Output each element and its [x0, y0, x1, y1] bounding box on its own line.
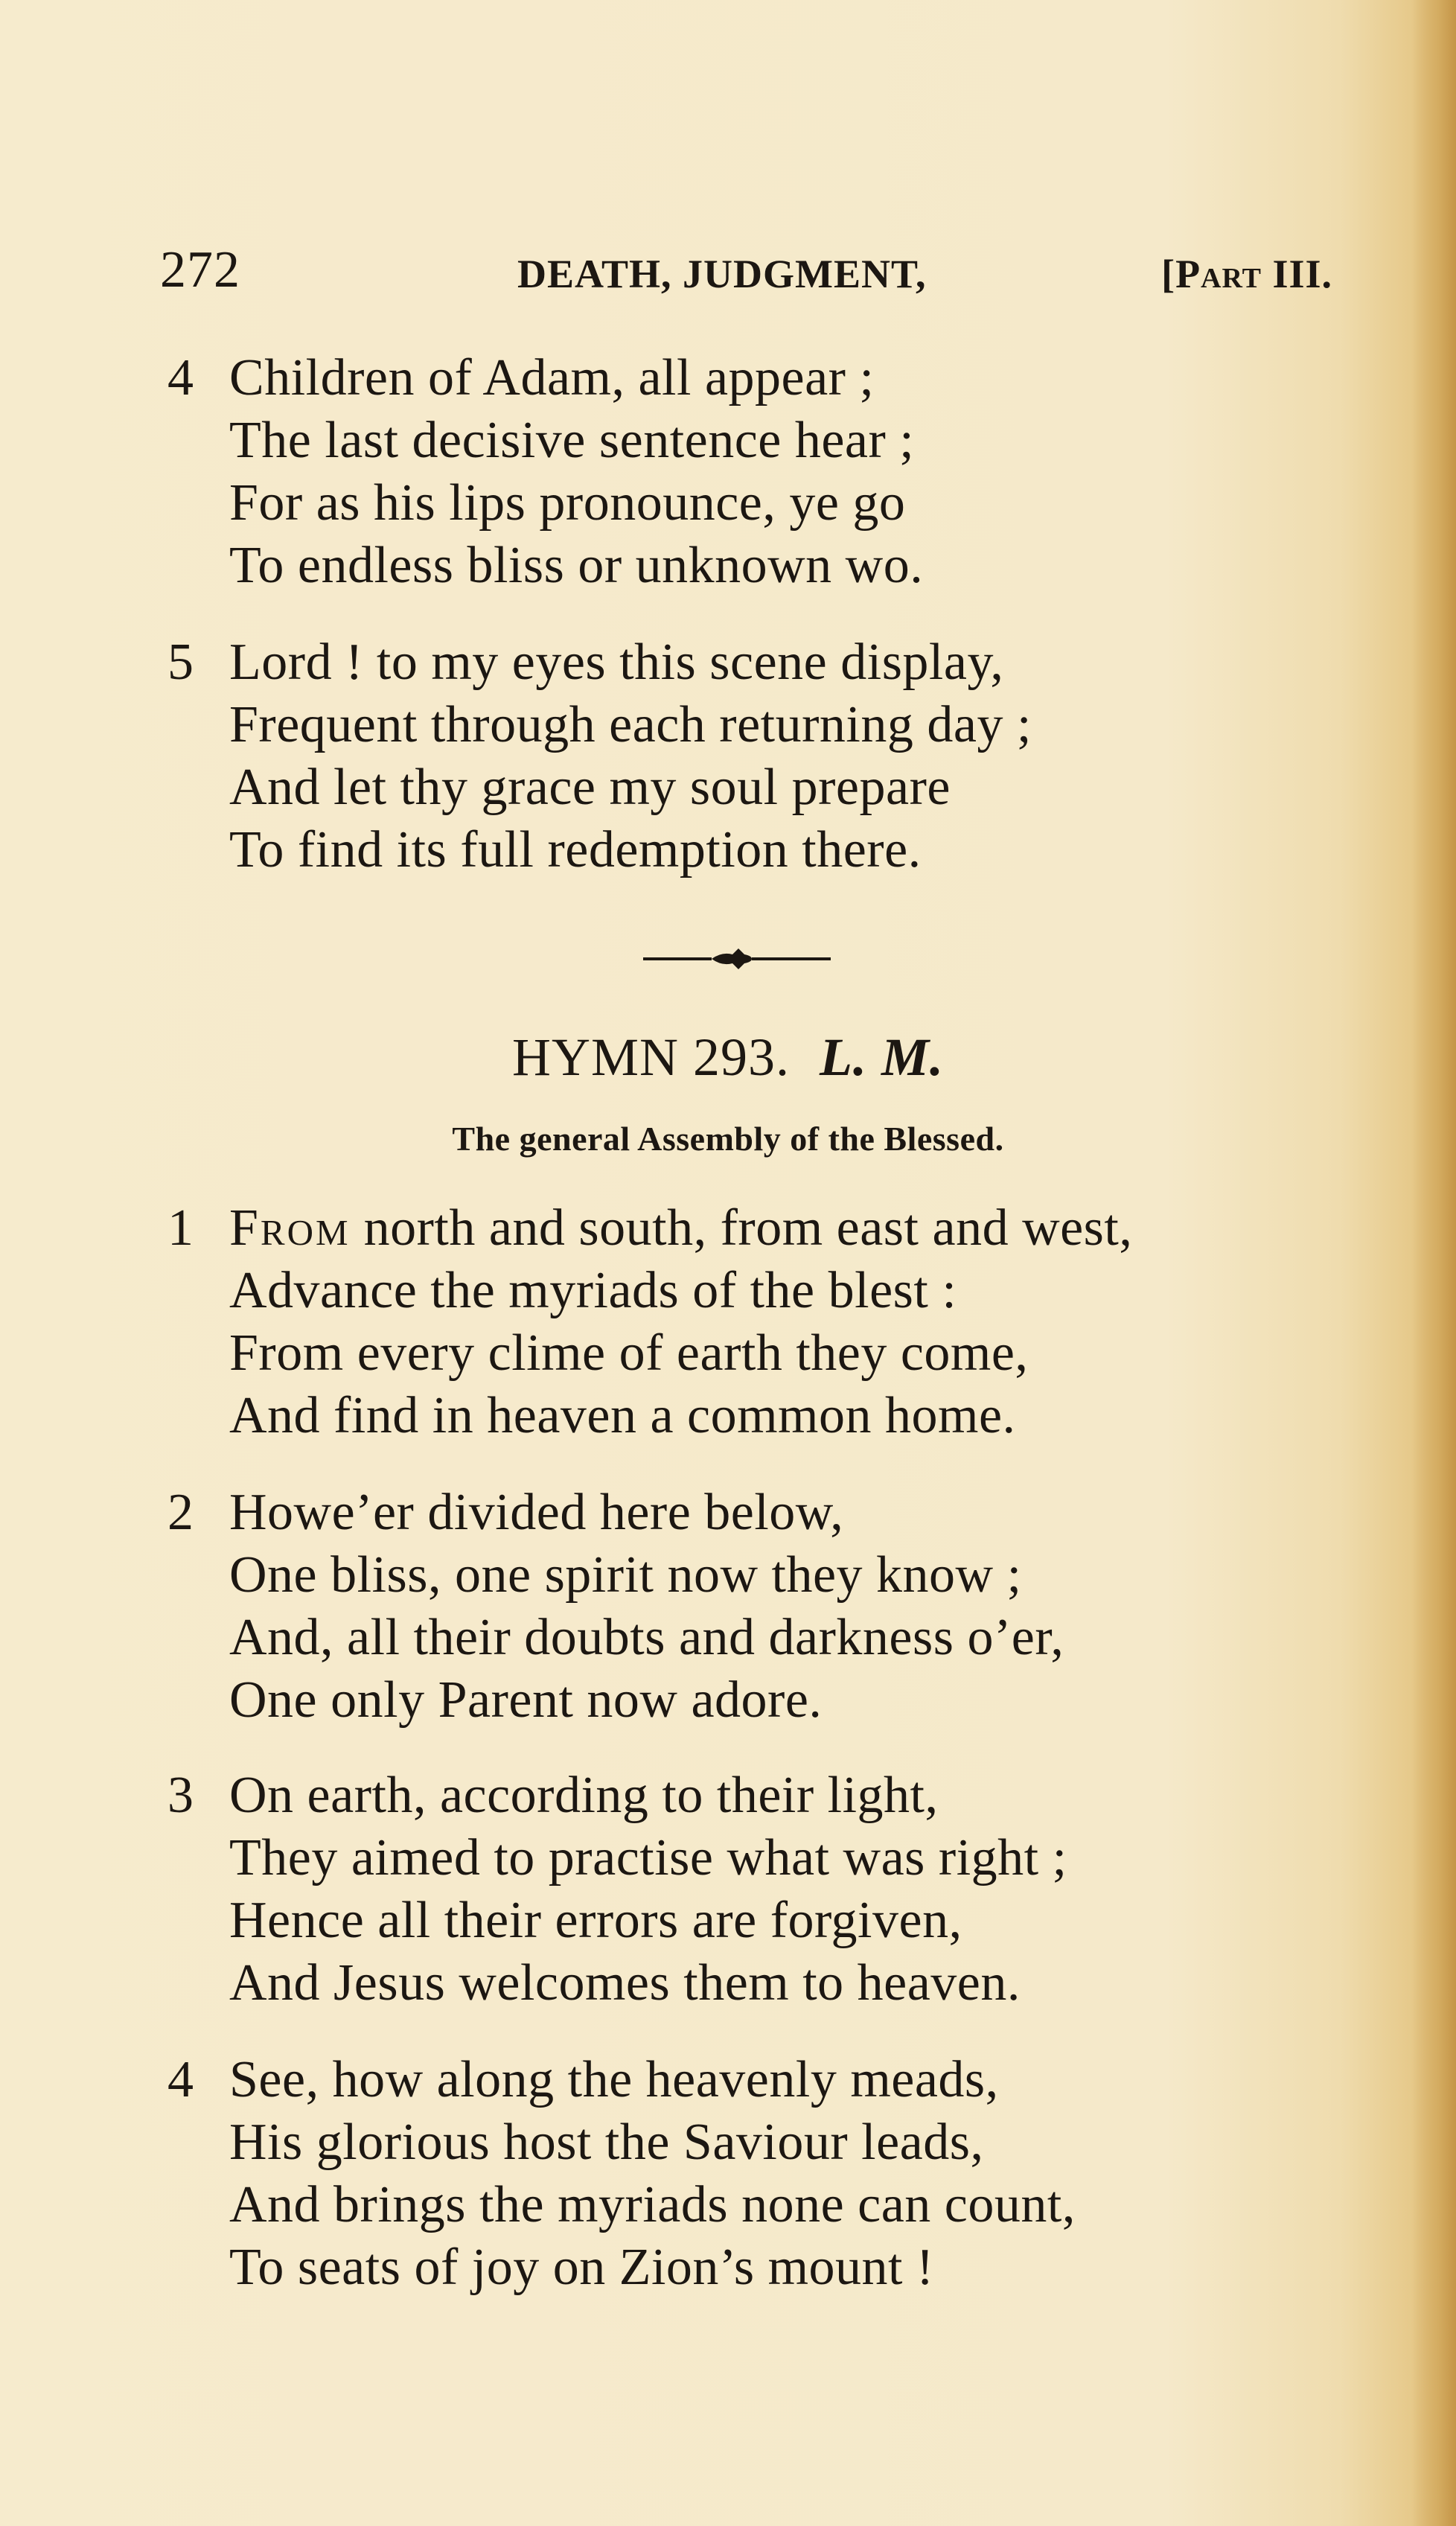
hymn-meter: L. M. [820, 1027, 944, 1087]
verse-number: 5 [167, 634, 194, 691]
verse-line: One only Parent now adore. [229, 1671, 823, 1729]
first-line-rest: north and south, from east and west, [350, 1199, 1133, 1257]
verse-line: On earth, according to their light, [229, 1767, 939, 1824]
verse-line: Children of Adam, all appear ; [229, 349, 875, 406]
verse-line: Howe’er divided here below, [229, 1484, 844, 1541]
verse-number: 4 [167, 2051, 194, 2108]
verse-lines [229, 1197, 1132, 1447]
verse-number: 2 [167, 1484, 194, 1541]
verse-line: From every clime of earth they come, [229, 1324, 1029, 1382]
verse-line: To endless bliss or unknown wo. [229, 537, 924, 594]
verse-line: And, all their doubts and darkness o’er, [229, 1609, 1064, 1666]
verse-number: 1 [167, 1199, 194, 1257]
verse-line: Hence all their errors are forgiven, [229, 1892, 962, 1949]
verse-lines [229, 1482, 1064, 1732]
verse-line: The last decisive sentence hear ; [229, 412, 915, 469]
first-word: From [229, 1199, 351, 1257]
verse-line: And Jesus welcomes them to heaven. [229, 1954, 1021, 2012]
verse-line: See, how along the heavenly meads, [229, 2051, 999, 2108]
verse-lines [229, 347, 923, 597]
page-number: 272 [160, 241, 240, 299]
verse-line: For as his lips pronounce, ye go [229, 474, 906, 532]
running-header [160, 237, 1332, 304]
verse-number: 4 [167, 349, 194, 406]
verse-lines [229, 1764, 1067, 2015]
part-label: [Part III. [1161, 252, 1332, 296]
page-edge-shadow [1411, 0, 1456, 2526]
hymn-heading [0, 1024, 1456, 1091]
verse-line: To seats of joy on Zion’s mount ! [229, 2239, 934, 2296]
section-title: DEATH, JUDGMENT, [517, 252, 927, 296]
verse-line: And find in heaven a common home. [229, 1387, 1016, 1444]
verse-line: To find its full redemption there. [229, 821, 922, 878]
verse-line: Frequent through each returning day ; [229, 696, 1032, 753]
ornament-divider-icon [640, 944, 834, 974]
verse-lines [229, 2049, 1076, 2299]
verse-line: Lord ! to my eyes this scene display, [229, 634, 1004, 691]
verse-line [229, 1197, 1132, 1260]
verse-line: And let thy grace my soul prepare [229, 759, 951, 816]
verse-lines [229, 631, 1032, 881]
verse-line: Advance the myriads of the blest : [229, 1262, 957, 1319]
verse-line: They aimed to practise what was right ; [229, 1829, 1067, 1886]
verse-line: And brings the myriads none can count, [229, 2176, 1076, 2233]
verse-line: His glorious host the Saviour leads, [229, 2114, 984, 2171]
hymn-number: HYMN 293. [511, 1027, 790, 1087]
verse-line: One bliss, one spirit now they know ; [229, 1546, 1022, 1604]
hymn-subtitle: The general Assembly of the Blessed. [452, 1120, 1004, 1158]
verse-number: 3 [167, 1767, 194, 1824]
